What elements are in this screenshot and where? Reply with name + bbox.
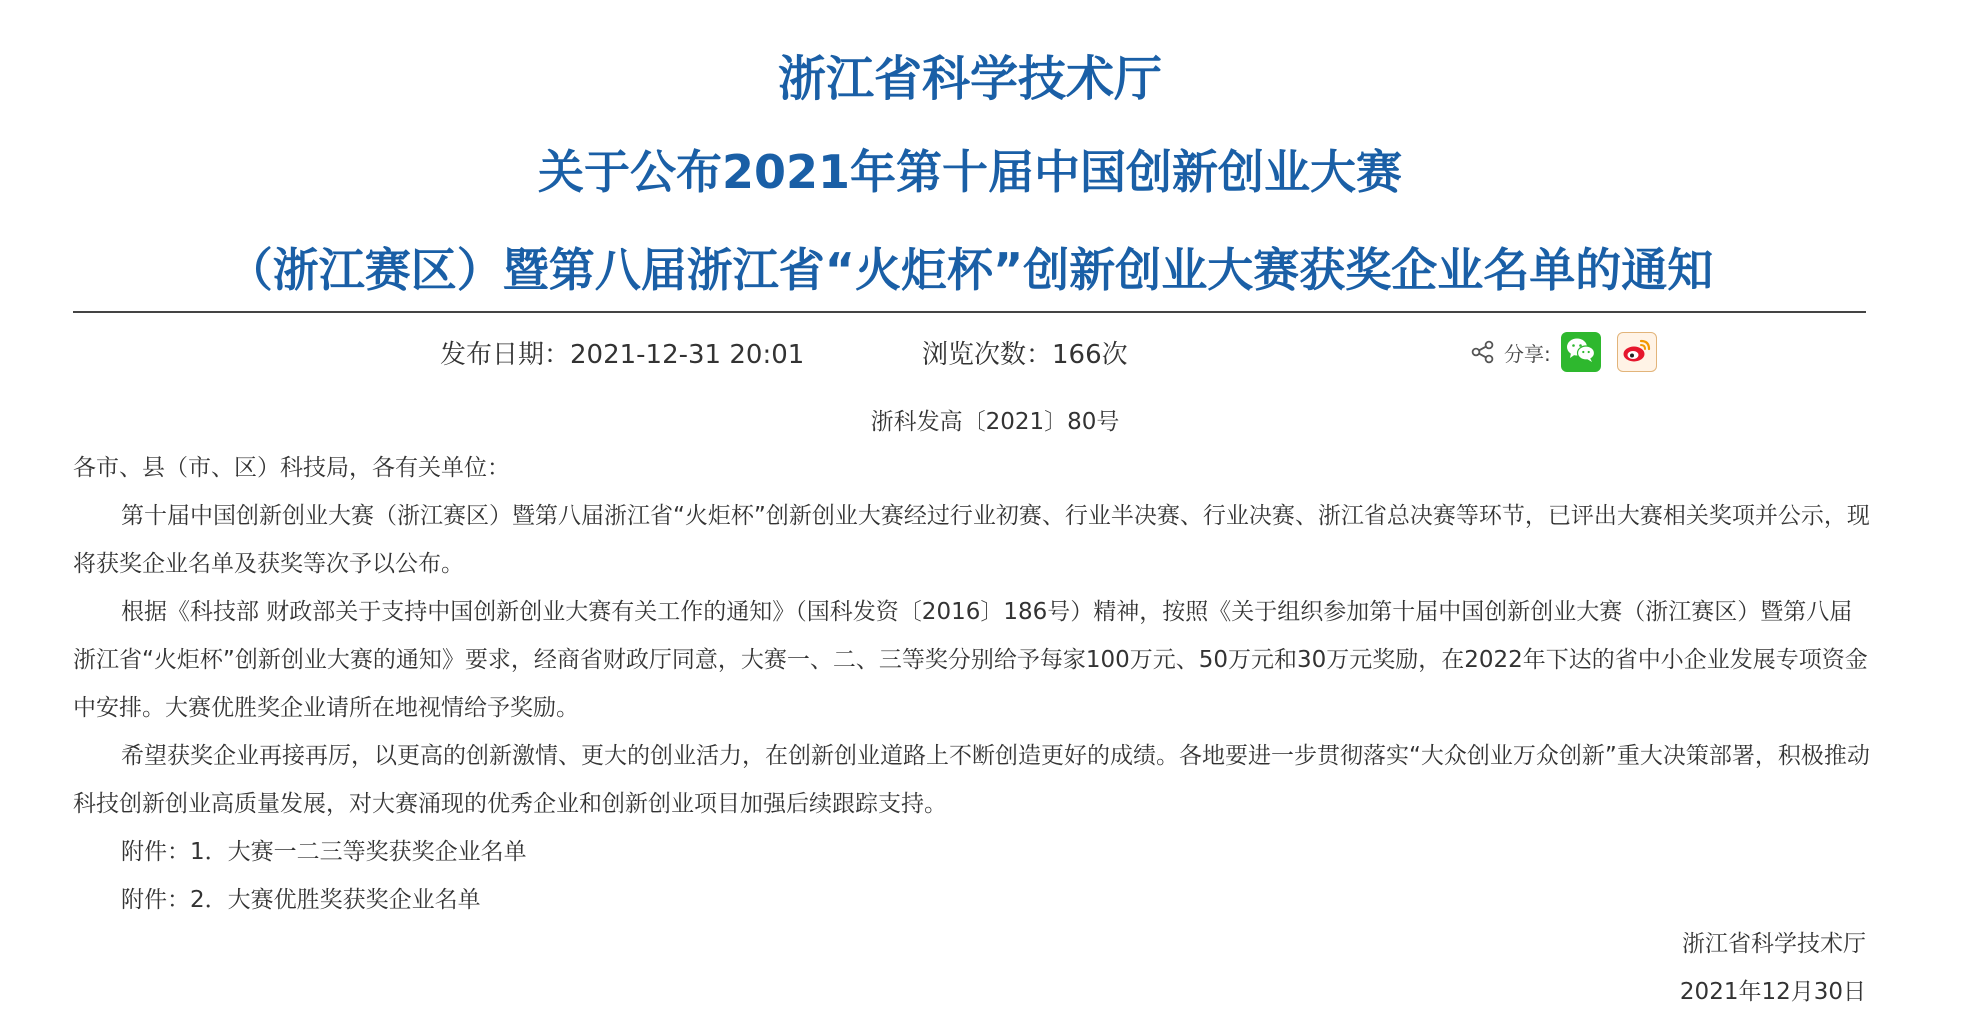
salutation: 各市、县（市、区）科技局，各有关单位： [73,455,510,481]
share-label: 分享: [1504,341,1551,366]
signature-organization: 浙江省科学技术厅 [1682,931,1866,957]
attachment-link-1[interactable]: 附件：1．大赛一二三等奖获奖企业名单 [121,839,527,865]
share-bar [1470,330,1657,374]
paragraph-results: 第十届中国创新创业大赛（浙江赛区）暨第八届浙江省“火炬杯”创新创业大赛经过行业初赛、行业半决赛、行业决赛、浙江省总决赛等环节，已评出大赛相关奖项并公示，现将获奖企业名单及获奖等次予以公布。 [73,503,1870,577]
page-title-line-3: （浙江赛区）暨第八届浙江省“火炬杯”创新创业大赛获奖企业名单的通知 [226,243,1714,297]
paragraph-funding: 根据《科技部 财政部关于支持中国创新创业大赛有关工作的通知》（国科发资〔2016〕186号）精神，按照《关于组织参加第十届中国创新创业大赛（浙江赛区）暨第八届浙江省“火炬杯”创新创业大赛的通知》要求，经商省财政厅同意，大赛一、二、三等奖分别给予每家100万元、50万元和30万元奖励，在2022年下达的省中小企业发展专项资金中安排。大赛优胜奖企业请所在地视情给予奖励。 [73,599,1868,721]
publish-date: 发布日期：2021-12-31 20:01 [440,340,805,370]
wechat-share-button[interactable] [1561,332,1601,372]
title-divider [73,311,1866,313]
wechat-icon [1565,336,1597,369]
share-icon [1470,339,1496,365]
paragraph-expectation: 希望获奖企业再接再厉，以更高的创新激情、更大的创业活力，在创新创业道路上不断创造更好的成绩。各地要进一步贯彻落实“大众创业万众创新”重大决策部署，积极推动科技创新创业高质量发展，对大赛涌现的优秀企业和创新创业项目加强后续跟踪支持。 [73,743,1870,817]
page-title-line-2: 关于公布2021年第十届中国创新创业大赛 [537,145,1403,199]
weibo-icon [1622,336,1652,369]
view-count: 浏览次数：166次 [922,340,1128,370]
signature-date: 2021年12月30日 [1679,979,1866,1005]
page-title-issuer: 浙江省科学技术厅 [777,51,1162,107]
document-number: 浙科发高〔2021〕80号 [870,409,1120,435]
attachment-link-2[interactable]: 附件：2．大赛优胜奖获奖企业名单 [121,887,481,913]
weibo-share-button[interactable] [1617,332,1657,372]
